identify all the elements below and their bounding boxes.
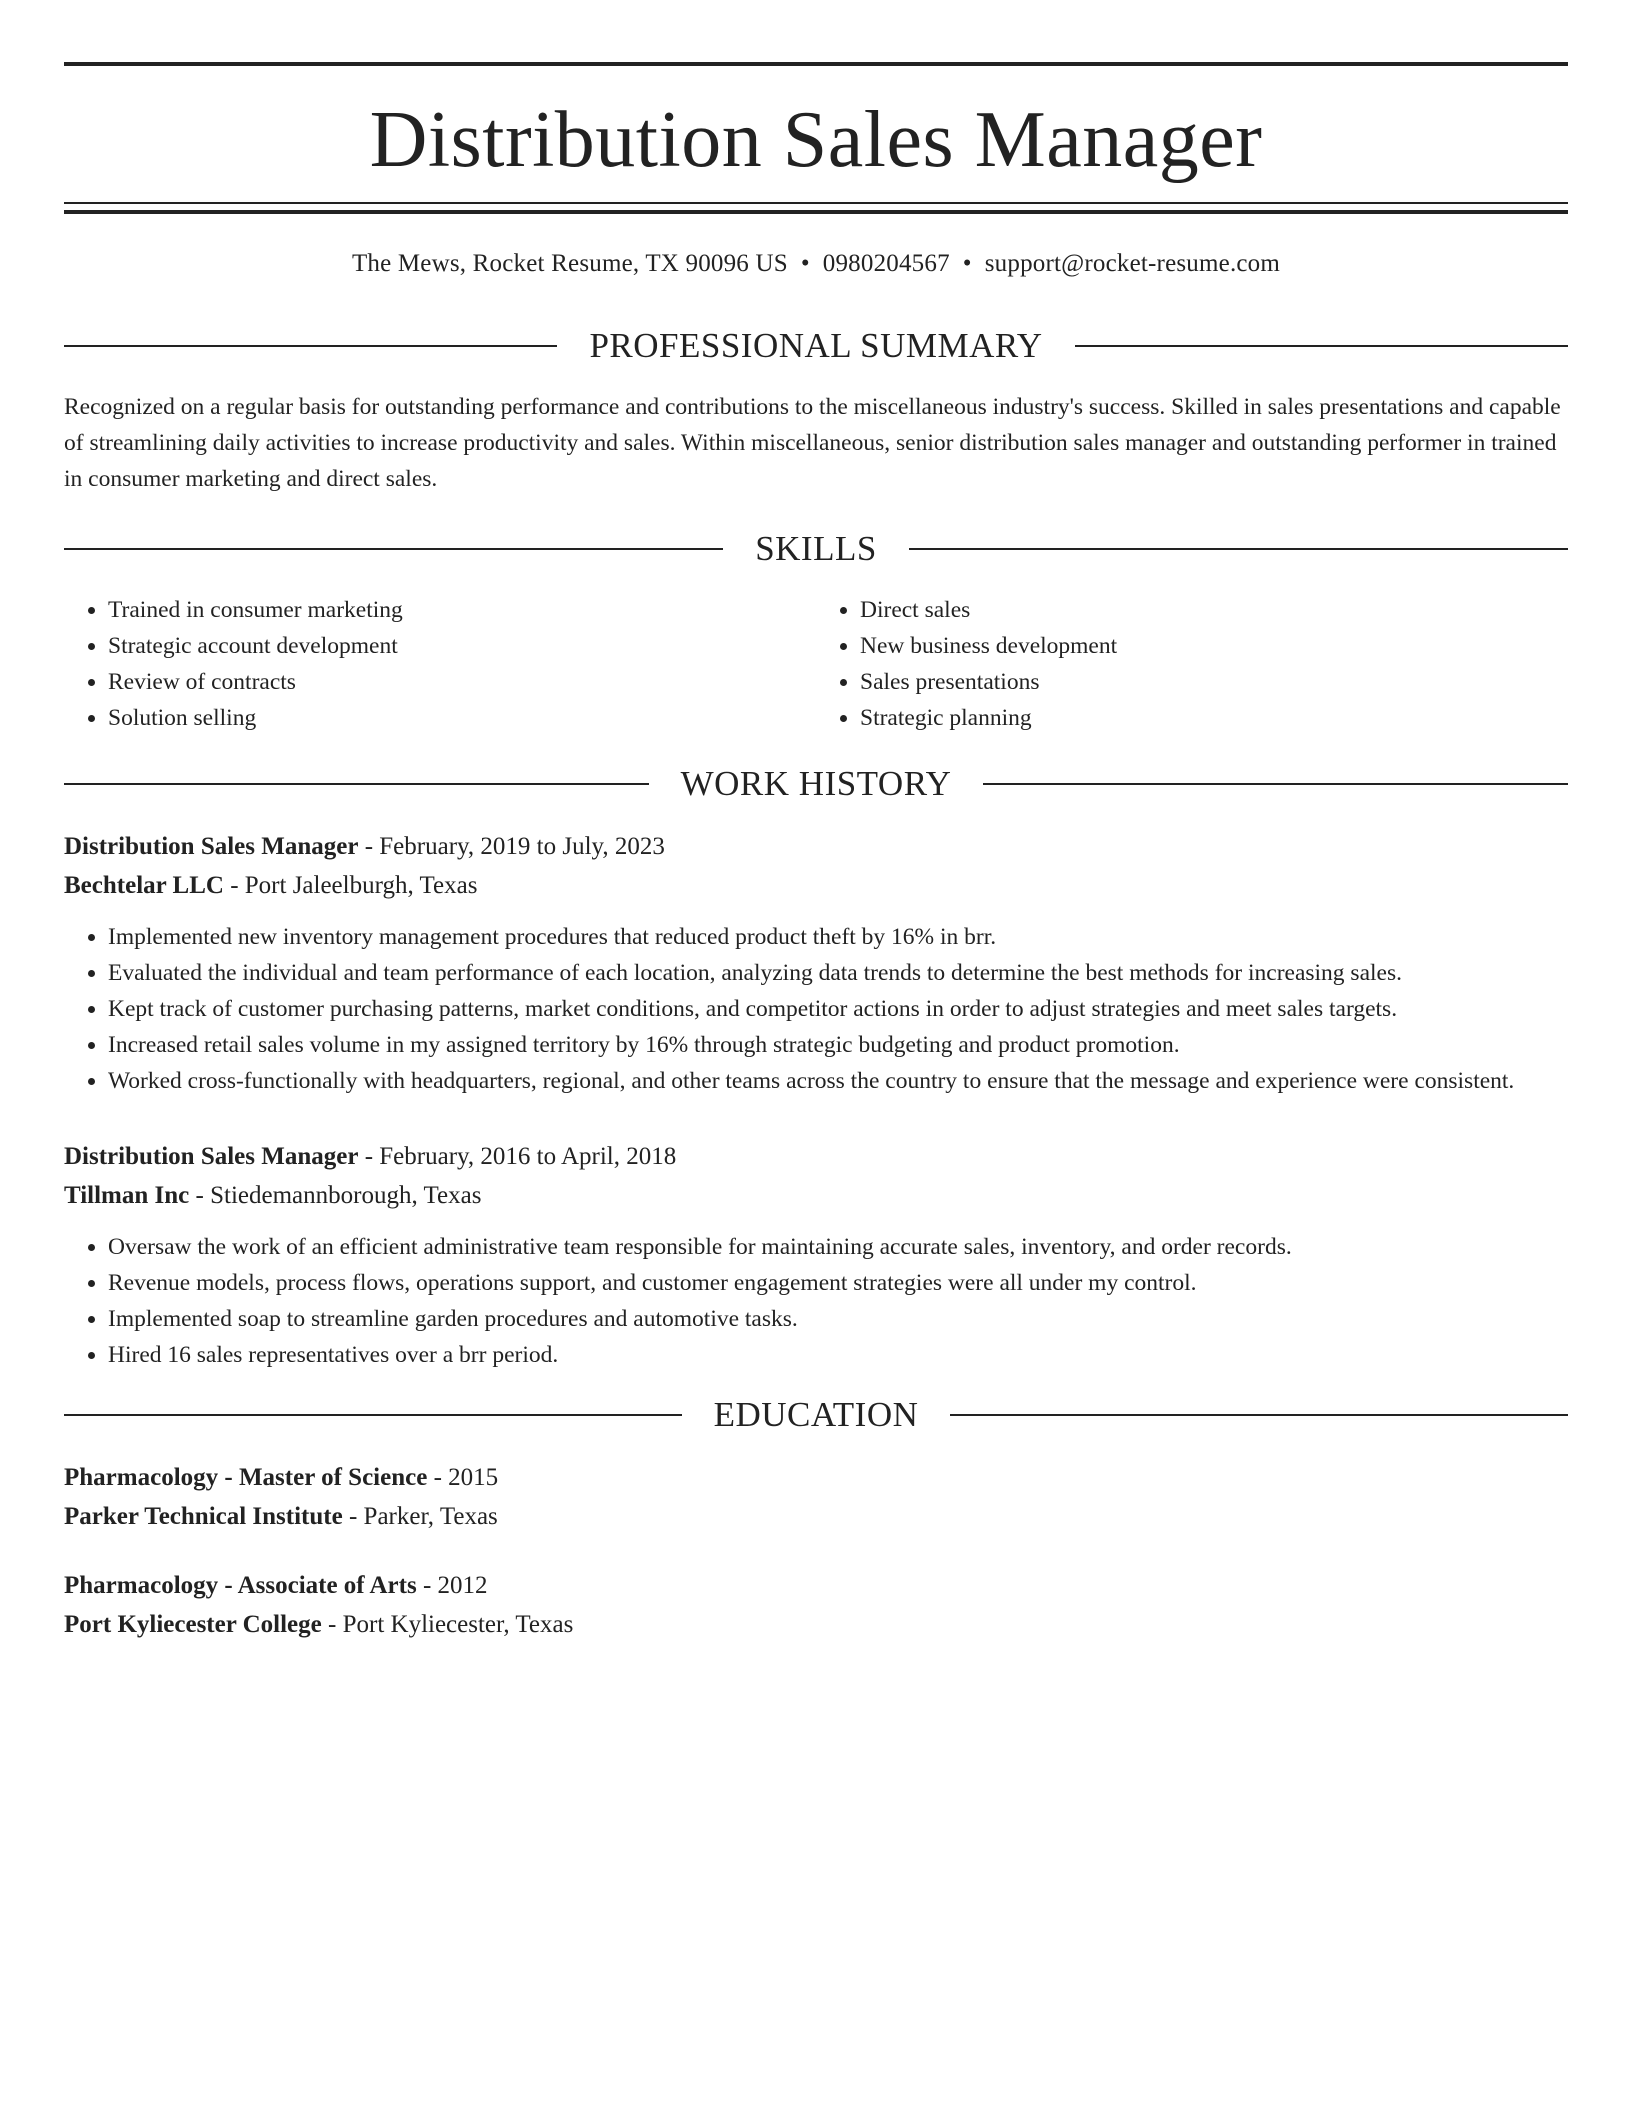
- job-title-line: [64, 1137, 1568, 1176]
- education-degree: Pharmacology - Master of Science: [64, 1464, 428, 1491]
- job-bullet: • Implemented new inventory management procedures that reduced product theft by 16% in brr.: [108, 919, 1568, 955]
- education-school: Parker Technical Institute: [64, 1503, 343, 1530]
- job-company: Bechtelar LLC: [64, 872, 224, 899]
- contact-address: The Mews, Rocket Resume, TX 90096 US: [351, 250, 788, 277]
- divider-line: [1075, 345, 1568, 347]
- job-bullet: • Worked cross-functionally with headquarters, regional, and other teams across the country to ensure that the message and experience were consistent.: [108, 1063, 1568, 1099]
- contact-email[interactable]: support@rocket-resume.com: [984, 250, 1281, 277]
- skill-item: • Strategic account development: [108, 628, 816, 664]
- job-title: Distribution Sales Manager: [64, 833, 359, 860]
- contact-line: [64, 246, 1568, 282]
- skill-item: • Sales presentations: [860, 664, 1568, 700]
- job-title: Distribution Sales Manager: [64, 1143, 359, 1170]
- contact-separator: •: [962, 250, 972, 277]
- divider-line: [64, 1414, 682, 1416]
- summary-text: Recognized on a regular basis for outstanding performance and contributions to the miscellaneous industry's success. Skilled in sales presentations and capable of streamlining daily activities to increase productivity and sales. Within miscellaneous, senior distribution sales manager and outstanding performer in trained in consumer marketing and direct sales.: [64, 394, 1561, 492]
- job-bullets: [64, 1229, 1568, 1373]
- job-bullet: • Evaluated the individual and team performance of each location, analyzing data trends to determine the best methods for increasing sales.: [108, 955, 1568, 991]
- job-company-line: [64, 1176, 1568, 1215]
- job-bullet: • Revenue models, process flows, operations support, and customer engagement strategies were all under my control.: [108, 1265, 1568, 1301]
- job-company: Tillman Inc: [64, 1182, 190, 1209]
- divider-line: [64, 548, 723, 550]
- education-entry: [64, 1458, 1568, 1536]
- skill-item: • Trained in consumer marketing: [108, 592, 816, 628]
- divider-line: [64, 783, 649, 785]
- skills-column-right: [816, 592, 1568, 736]
- job-bullets: [64, 919, 1568, 1099]
- divider-line: [64, 345, 557, 347]
- skills-section-heading: [64, 531, 1568, 566]
- contact-separator: •: [800, 250, 810, 277]
- job-title-line: [64, 827, 1568, 866]
- education-degree-line: [64, 1566, 1568, 1605]
- work-heading-label: WORK HISTORY: [680, 764, 952, 803]
- skills-heading-label: SKILLS: [755, 529, 877, 568]
- job-entry: [64, 1137, 1568, 1373]
- education-degree-line: [64, 1458, 1568, 1497]
- skill-item: • Solution selling: [108, 700, 816, 736]
- education-school: Port Kyliecester College: [64, 1611, 322, 1638]
- education-year: - 2015: [427, 1464, 499, 1491]
- education-year: - 2012: [416, 1572, 488, 1599]
- education-heading-label: EDUCATION: [713, 1395, 919, 1434]
- page-title: Distribution Sales Manager: [369, 96, 1263, 184]
- divider-line: [983, 783, 1568, 785]
- education-section-heading: [64, 1397, 1568, 1432]
- job-bullet: • Kept track of customer purchasing patterns, market conditions, and competitor actions in order to adjust strategies and meet sales targets.: [108, 991, 1568, 1027]
- job-dates: - February, 2016 to April, 2018: [358, 1143, 677, 1170]
- job-entry: [64, 827, 1568, 1099]
- skills-column-left: [64, 592, 816, 736]
- education-location: - Port Kyliecester, Texas: [321, 1611, 574, 1638]
- education-school-line: [64, 1605, 1568, 1644]
- skills-grid: [64, 592, 1568, 736]
- job-bullet: • Increased retail sales volume in my assigned territory by 16% through strategic budgeting and product promotion.: [108, 1027, 1568, 1063]
- skill-item: • Direct sales: [860, 592, 1568, 628]
- summary-section-heading: [64, 328, 1568, 363]
- skill-item: • Review of contracts: [108, 664, 816, 700]
- title-double-rule: [64, 202, 1568, 214]
- education-degree: Pharmacology - Associate of Arts: [64, 1572, 417, 1599]
- job-location: - Stiedemannborough, Texas: [189, 1182, 482, 1209]
- divider-line: [909, 548, 1568, 550]
- education-entry: [64, 1566, 1568, 1644]
- divider-line: [950, 1414, 1568, 1416]
- job-bullet: • Hired 16 sales representatives over a brr period.: [108, 1337, 1568, 1373]
- top-rule: [64, 62, 1568, 66]
- job-bullet: • Implemented soap to streamline garden procedures and automotive tasks.: [108, 1301, 1568, 1337]
- skill-item: • New business development: [860, 628, 1568, 664]
- education-school-line: [64, 1497, 1568, 1536]
- job-dates: - February, 2019 to July, 2023: [358, 833, 665, 860]
- job-location: - Port Jaleelburgh, Texas: [223, 872, 478, 899]
- job-bullet: • Oversaw the work of an efficient administrative team responsible for maintaining accurate sales, inventory, and order records.: [108, 1229, 1568, 1265]
- education-location: - Parker, Texas: [342, 1503, 498, 1530]
- job-company-line: [64, 866, 1568, 905]
- summary-heading-label: PROFESSIONAL SUMMARY: [589, 326, 1043, 365]
- contact-phone[interactable]: 0980204567: [822, 250, 950, 277]
- work-section-heading: [64, 766, 1568, 801]
- skill-item: • Strategic planning: [860, 700, 1568, 736]
